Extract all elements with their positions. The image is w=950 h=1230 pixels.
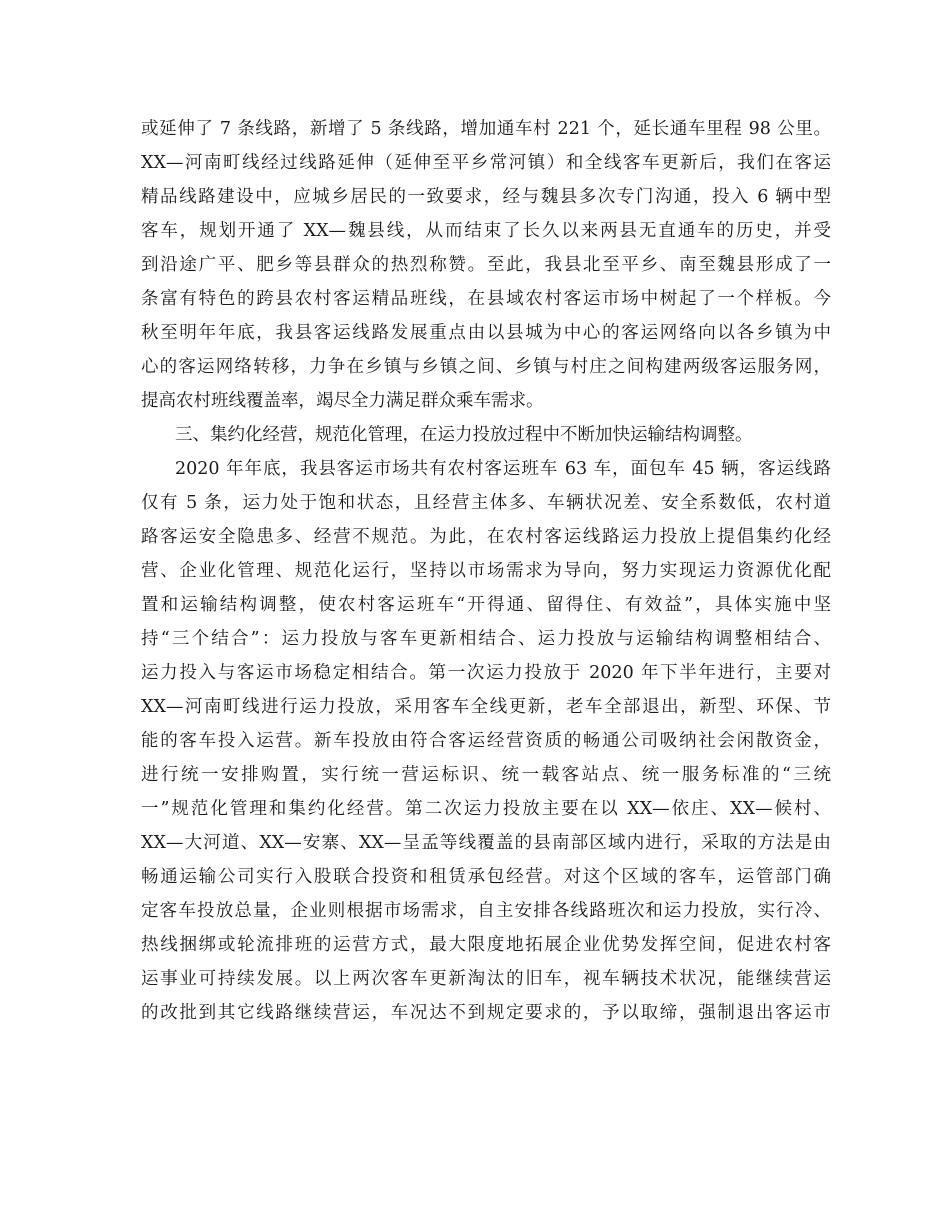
text-line: 心的客运网络转移，力争在乡镇与乡镇之间、乡镇与村庄之间构建两级客运服务网，: [141, 357, 831, 377]
text-line: 持“三个结合”：运力投放与客车更新相结合、运力投放与运输结构调整相结合、: [141, 629, 831, 649]
text-line: 路客运安全隐患多、经营不规范。为此，在农村客运线路运力投放上提倡集约化经: [141, 527, 831, 547]
text-line: 或延伸了 7 条线路，新增了 5 条线路，增加通车村 221 个，延长通车里程 98 公里。: [141, 119, 831, 139]
text-line: 营、企业化管理、规范化运行，坚持以市场需求为导向，努力实现运力资源优化配: [141, 561, 831, 581]
paragraph-end-line: 提高农村班线覆盖率，竭尽全力满足群众乘车需求。: [141, 391, 544, 411]
text-line: 进行统一安排购置，实行统一营运标识、统一载客站点、统一服务标准的“三统: [141, 765, 831, 785]
text-line: 一”规范化管理和集约化经营。第二次运力投放主要在以 XX—依庄、XX—候村、: [141, 799, 831, 819]
text-line: 秋至明年年底，我县客运线路发展重点由以县城为中心的客运网络向以各乡镇为中: [141, 323, 831, 343]
section-heading: 三、集约化经营，规范化管理，在运力投放过程中不断加快运输结构调整。: [175, 425, 753, 445]
text-line: 运力投入与客运市场稳定相结合。第一次运力投放于 2020 年下半年进行，主要对: [141, 663, 831, 683]
text-line: XX—河南町线进行运力投放，采用客车全线更新，老车全部退出，新型、环保、节: [141, 697, 831, 717]
text-line: 客车，规划开通了 XX—魏县线，从而结束了长久以来两县无直通车的历史，并受: [141, 221, 831, 241]
text-line: 条富有特色的跨县农村客运精品班线，在县域农村客运市场中树起了一个样板。今: [141, 289, 831, 309]
text-line: 精品线路建设中，应城乡居民的一致要求，经与魏县多次专门沟通，投入 6 辆中型: [141, 187, 831, 207]
text-line: 热线捆绑或轮流排班的运营方式，最大限度地拓展企业优势发挥空间，促进农村客: [141, 935, 831, 955]
text-line: 的改批到其它线路继续营运，车况达不到规定要求的，予以取缔，强制退出客运市: [141, 1003, 831, 1023]
text-line: 定客车投放总量，企业则根据市场需求，自主安排各线路班次和运力投放，实行冷、: [141, 901, 831, 921]
text-line: 能的客车投入运营。新车投放由符合客运经营资质的畅通公司吸纳社会闲散资金，: [141, 731, 831, 751]
text-line: XX—大河道、XX—安寨、XX—呈孟等线覆盖的县南部区域内进行，采取的方法是由: [141, 833, 831, 853]
text-line: 畅通运输公司实行入股联合投资和租赁承包经营。对这个区域的客车，运管部门确: [141, 867, 831, 887]
paragraph-start-line: 2020 年年底，我县客运市场共有农村客运班车 63 车，面包车 45 辆，客运线路: [175, 459, 831, 479]
text-line: 置和运输结构调整，使农村客运班车“开得通、留得住、有效益”，具体实施中坚: [141, 595, 831, 615]
body-text: [141, 112, 831, 1030]
text-line: 运事业可持续发展。以上两次客车更新淘汰的旧车，视车辆技术状况，能继续营运: [141, 969, 831, 989]
text-line: 仅有 5 条，运力处于饱和状态，且经营主体多、车辆状况差、安全系数低，农村道: [141, 493, 831, 513]
text-line: XX—河南町线经过线路延伸（延伸至平乡常河镇）和全线客车更新后，我们在客运: [141, 153, 831, 173]
text-line: 到沿途广平、肥乡等县群众的热烈称赞。至此，我县北至平乡、南至魏县形成了一: [141, 255, 831, 275]
